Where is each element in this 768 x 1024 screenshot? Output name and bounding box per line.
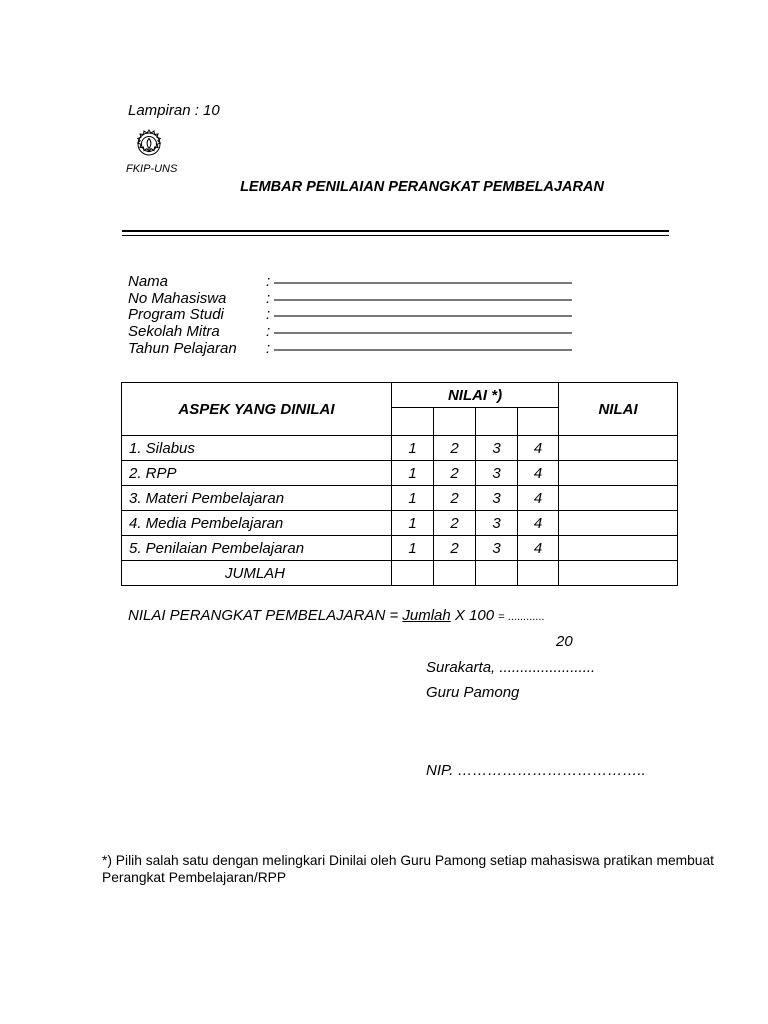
total-nilai-cell[interactable] (559, 561, 678, 586)
header-nilai: NILAI (559, 383, 678, 436)
header-nilai-scale: NILAI *) (392, 383, 559, 408)
score-option-3[interactable]: 3 (476, 436, 518, 461)
field-no-mahasiswa[interactable] (128, 290, 271, 307)
score-option-4[interactable]: 4 (518, 461, 559, 486)
total-row (122, 561, 678, 586)
university-logo-icon (128, 126, 170, 162)
nilai-cell[interactable] (559, 486, 678, 511)
scale-subheader-cell (434, 408, 476, 436)
total-cell[interactable] (476, 561, 518, 586)
field-nama[interactable] (128, 273, 271, 290)
field-colon: : (266, 323, 271, 340)
field-fill-line[interactable] (274, 332, 572, 334)
field-fill-line[interactable] (274, 349, 572, 351)
score-option-2[interactable]: 2 (434, 436, 476, 461)
attachment-label: Lampiran : 10 (128, 102, 220, 119)
nilai-cell[interactable] (559, 461, 678, 486)
field-label: Tahun Pelajaran (128, 340, 237, 357)
total-cell[interactable] (434, 561, 476, 586)
formula-numerator: Jumlah (402, 607, 451, 624)
title-divider (122, 230, 669, 232)
score-option-2[interactable]: 2 (434, 511, 476, 536)
field-label: No Mahasiswa (128, 290, 227, 307)
title-divider-thin (122, 235, 669, 236)
nilai-cell[interactable] (559, 536, 678, 561)
table-row (122, 461, 678, 486)
table-row (122, 486, 678, 511)
aspek-label: 1. Silabus (122, 436, 392, 461)
total-label: JUMLAH (122, 561, 392, 586)
aspek-label: 4. Media Pembelajaran (122, 511, 392, 536)
nilai-cell[interactable] (559, 436, 678, 461)
field-label: Sekolah Mitra (128, 323, 220, 340)
field-label: Program Studi (128, 306, 224, 323)
table-row (122, 436, 678, 461)
score-option-1[interactable]: 1 (392, 436, 434, 461)
field-label: Nama (128, 273, 169, 290)
score-option-4[interactable]: 4 (518, 511, 559, 536)
aspek-label: 2. RPP (122, 461, 392, 486)
assessment-table (121, 382, 678, 586)
score-option-2[interactable]: 2 (434, 486, 476, 511)
table-row (122, 511, 678, 536)
field-fill-line[interactable] (274, 299, 572, 301)
score-option-1[interactable]: 1 (392, 486, 434, 511)
score-option-3[interactable]: 3 (476, 486, 518, 511)
score-option-3[interactable]: 3 (476, 536, 518, 561)
field-colon: : (266, 290, 271, 307)
field-colon: : (266, 273, 271, 290)
field-fill-line[interactable] (274, 315, 572, 317)
formula-multiplier: X 100 (450, 607, 499, 624)
signature-nip: NIP. ……………………………….. (426, 762, 646, 779)
aspek-label: 5. Penilaian Pembelajaran (122, 536, 392, 561)
score-option-1[interactable]: 1 (392, 511, 434, 536)
field-fill-line[interactable] (274, 282, 572, 284)
scale-subheader-cell (476, 408, 518, 436)
score-option-1[interactable]: 1 (392, 536, 434, 561)
nilai-cell[interactable] (559, 511, 678, 536)
signature-role: Guru Pamong (426, 684, 520, 701)
table-row (122, 536, 678, 561)
score-option-4[interactable]: 4 (518, 536, 559, 561)
score-option-1[interactable]: 1 (392, 461, 434, 486)
score-option-2[interactable]: 2 (434, 536, 476, 561)
field-sekolah-mitra[interactable] (128, 323, 271, 340)
scale-subheader-cell (392, 408, 434, 436)
score-option-4[interactable]: 4 (518, 486, 559, 511)
score-option-3[interactable]: 3 (476, 511, 518, 536)
score-option-4[interactable]: 4 (518, 436, 559, 461)
total-cell[interactable] (392, 561, 434, 586)
signature-place-date: Surakarta, ....................... (426, 659, 596, 676)
field-tahun-pelajaran[interactable] (128, 340, 271, 357)
logo-caption: FKIP-UNS (126, 163, 178, 175)
field-colon: : (266, 306, 271, 323)
formula-denominator: 20 (556, 633, 573, 650)
formula-result[interactable]: = ............ (498, 611, 545, 623)
page-title: LEMBAR PENILAIAN PERANGKAT PEMBELAJARAN (240, 179, 604, 195)
field-colon: : (266, 340, 271, 357)
score-option-3[interactable]: 3 (476, 461, 518, 486)
score-formula (128, 607, 544, 624)
formula-prefix: NILAI PERANGKAT PEMBELAJARAN = (128, 607, 403, 624)
total-cell[interactable] (518, 561, 559, 586)
scale-subheader-cell (518, 408, 559, 436)
aspek-label: 3. Materi Pembelajaran (122, 486, 392, 511)
score-option-2[interactable]: 2 (434, 461, 476, 486)
header-aspek: ASPEK YANG DINILAI (122, 383, 392, 436)
field-program-studi[interactable] (128, 306, 271, 323)
footnote: *) Pilih salah satu dengan melingkari Dinilai oleh Guru Pamong setiap mahasiswa pratikan membuat Perangkat Pembelajaran/RPP (102, 853, 714, 885)
